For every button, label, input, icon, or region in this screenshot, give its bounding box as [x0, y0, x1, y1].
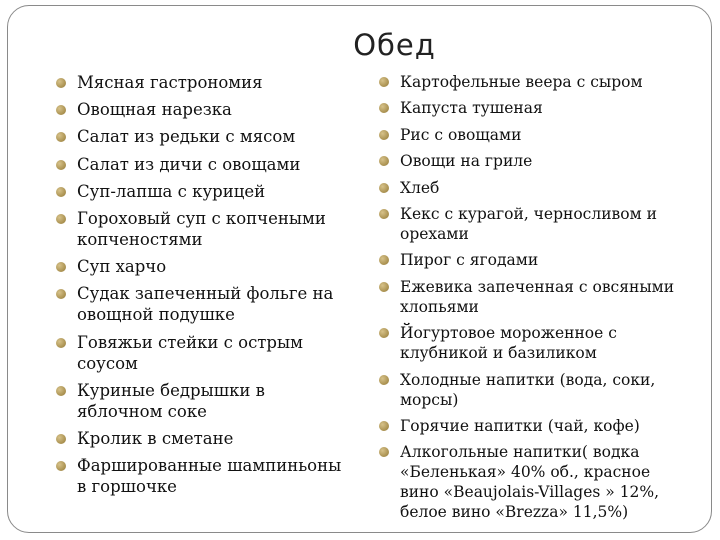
- list-item: Рис с овощами: [375, 125, 675, 145]
- list-item: Горячие напитки (чай, кофе): [375, 416, 675, 436]
- bullet-icon: [56, 214, 66, 224]
- bullet-icon: [379, 209, 389, 219]
- list-item: Пирог с ягодами: [375, 250, 675, 270]
- bullet-icon: [379, 103, 389, 113]
- list-item: Суп-лапша с курицей: [52, 181, 352, 202]
- list-item: Мясная гастрономия: [52, 72, 352, 93]
- menu-list-right: [375, 72, 675, 529]
- slide: [7, 5, 712, 533]
- list-item: Судак запеченный фольге на овощной подушке: [52, 283, 352, 325]
- list-item: Фаршированные шампиньоны в горшочке: [52, 455, 352, 497]
- bullet-icon: [56, 78, 66, 88]
- list-item: Йогуртовое мороженное с клубникой и базиликом: [375, 323, 675, 363]
- bullet-icon: [379, 375, 389, 385]
- list-item: Говяжьи стейки с острым соусом: [52, 332, 352, 374]
- list-item: Суп харчо: [52, 256, 352, 277]
- list-item: Картофельные веера с сыром: [375, 72, 675, 92]
- bullet-icon: [56, 289, 66, 299]
- bullet-icon: [56, 461, 66, 471]
- list-item: Овощная нарезка: [52, 99, 352, 120]
- menu-list-left: [52, 72, 352, 503]
- bullet-icon: [379, 77, 389, 87]
- bullet-icon: [56, 132, 66, 142]
- bullet-icon: [56, 105, 66, 115]
- bullet-icon: [56, 262, 66, 272]
- list-item: Салат из редьки с мясом: [52, 126, 352, 147]
- list-item: Кекс с курагой, черносливом и орехами: [375, 204, 675, 244]
- bullet-icon: [379, 282, 389, 292]
- list-item: Куриные бедрышки в яблочном соке: [52, 380, 352, 422]
- list-item: Алкогольные напитки( водка «Беленькая» 40% об., красное вино «Beaujolais-Villages » 12%, белое вино «Brezza» 11,5%): [375, 442, 675, 522]
- bullet-icon: [56, 187, 66, 197]
- list-item: Гороховый суп с копчеными копченостями: [52, 208, 352, 250]
- bullet-icon: [379, 156, 389, 166]
- bullet-icon: [379, 447, 389, 457]
- bullet-icon: [56, 386, 66, 396]
- bullet-icon: [379, 183, 389, 193]
- bullet-icon: [379, 328, 389, 338]
- list-item: Кролик в сметане: [52, 428, 352, 449]
- list-item: Хлеб: [375, 178, 675, 198]
- bullet-icon: [379, 255, 389, 265]
- list-item: Салат из дичи с овощами: [52, 154, 352, 175]
- bullet-icon: [56, 434, 66, 444]
- list-item: Капуста тушеная: [375, 98, 675, 118]
- list-item: Ежевика запеченная с овсяными хлопьями: [375, 277, 675, 317]
- list-item: Холодные напитки (вода, соки, морсы): [375, 370, 675, 410]
- bullet-icon: [379, 130, 389, 140]
- bullet-icon: [56, 160, 66, 170]
- slide-title: Обед: [353, 28, 436, 62]
- bullet-icon: [379, 421, 389, 431]
- list-item: Овощи на гриле: [375, 151, 675, 171]
- bullet-icon: [56, 338, 66, 348]
